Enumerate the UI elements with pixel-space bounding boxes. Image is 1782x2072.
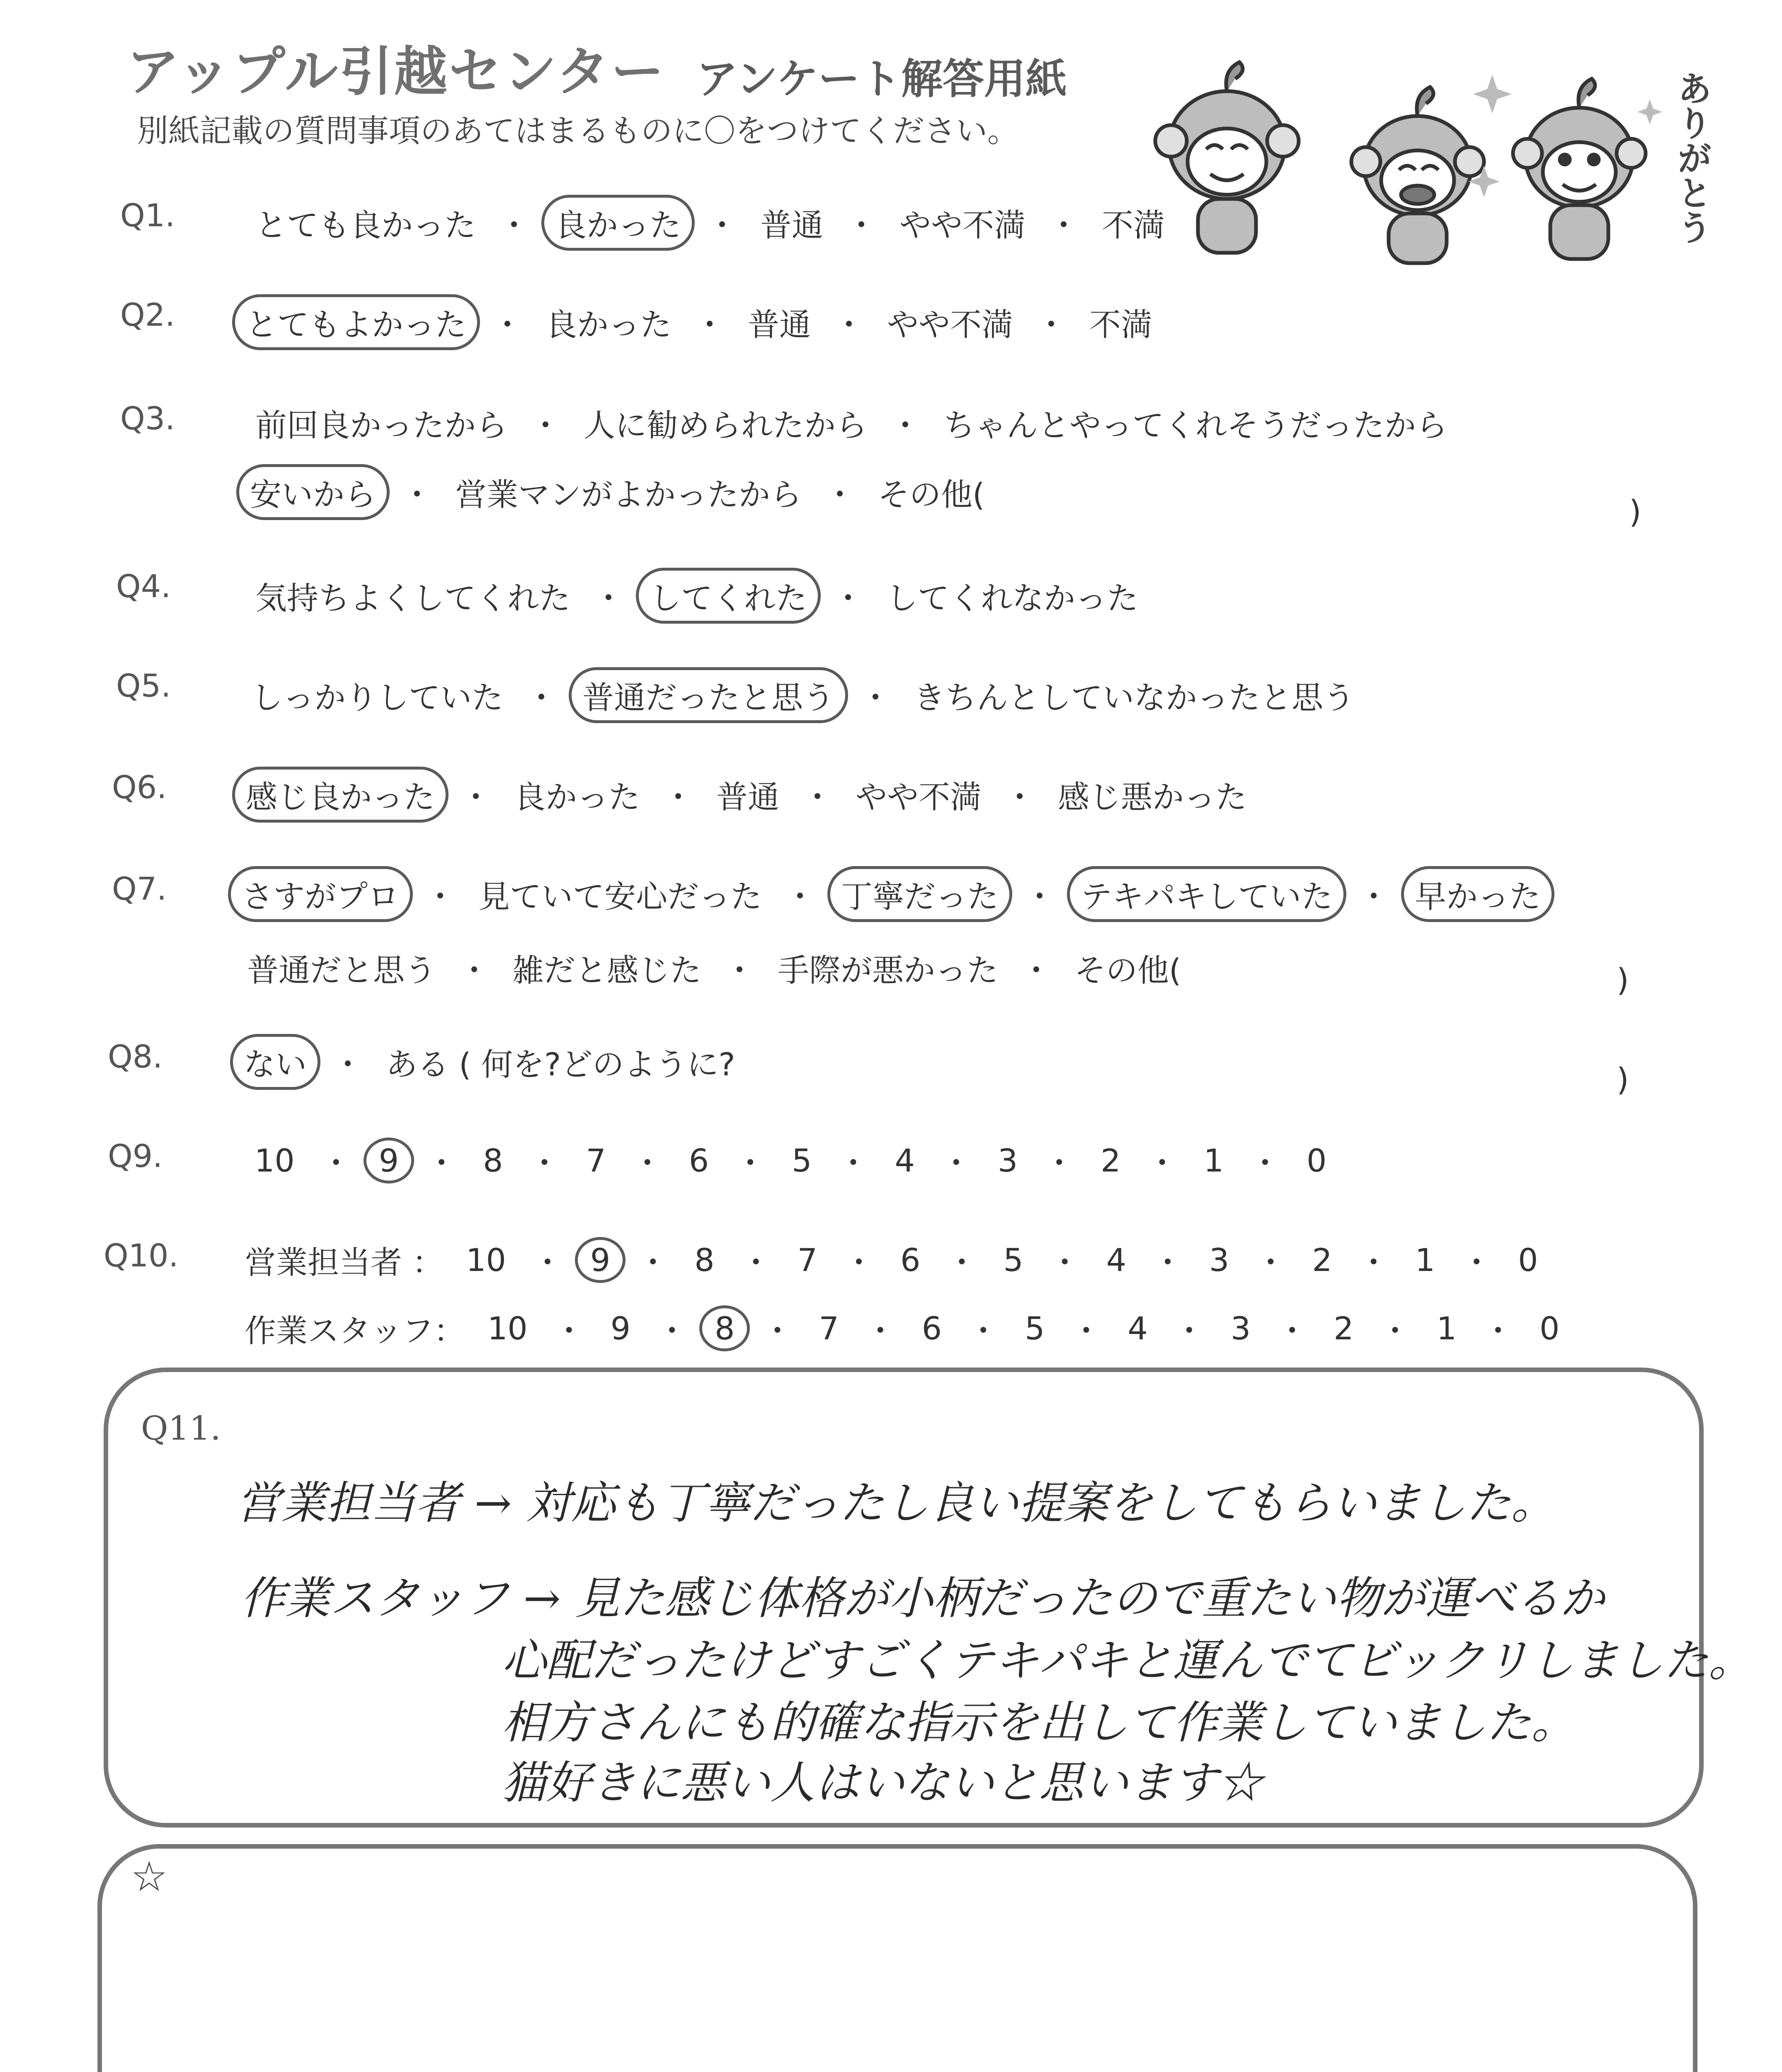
- q7-option[interactable]: 見ていて安心だった: [478, 878, 762, 915]
- form-title: アップル引越センター: [126, 41, 666, 103]
- q6-option[interactable]: やや不満: [856, 779, 982, 816]
- q2-option-selected[interactable]: とてもよかった: [232, 294, 480, 350]
- q4-option-selected[interactable]: してくれた: [636, 568, 821, 624]
- q3-close-paren: ): [1629, 493, 1641, 530]
- q8-close-paren: ): [1617, 1061, 1629, 1098]
- q9-score[interactable]: 6: [689, 1142, 709, 1179]
- q10-staff-score[interactable]: 1: [1436, 1310, 1457, 1347]
- q2-options: とてもよかった ・ 良かった ・ 普通 ・ やや不満 ・ 不満: [232, 294, 1163, 350]
- q3-option-selected[interactable]: 安いから: [236, 464, 390, 520]
- q5-option[interactable]: きちんとしていなかったと思う: [914, 679, 1355, 716]
- q9-score[interactable]: 10: [255, 1142, 295, 1179]
- q9-score[interactable]: 1: [1203, 1142, 1224, 1179]
- q10-staff-score-selected[interactable]: 8: [699, 1305, 750, 1351]
- q4-option[interactable]: してくれなかった: [886, 580, 1138, 617]
- q6-option[interactable]: 感じ悪かった: [1058, 779, 1247, 816]
- q3-label: Q3.: [120, 400, 175, 437]
- q7-option-selected[interactable]: テキパキしていた: [1067, 866, 1346, 922]
- q6-label: Q6.: [112, 769, 167, 806]
- q10-sales-score[interactable]: 5: [1003, 1242, 1023, 1278]
- q8-label: Q8.: [108, 1038, 163, 1075]
- q10-staff-score[interactable]: 10: [487, 1310, 528, 1347]
- form-instruction: 別紙記載の質問事項のあてはまるものに〇をつけてください。: [137, 112, 1019, 149]
- q9-scale: 10 ・ 9 ・ 8 ・ 7 ・ 6 ・ 5 ・ 4 ・ 3 ・ 2 ・ 1 ・ 0: [240, 1138, 1341, 1184]
- q10-staff-score[interactable]: 6: [921, 1310, 942, 1347]
- q9-score[interactable]: 8: [483, 1142, 503, 1179]
- q9-score[interactable]: 4: [895, 1142, 915, 1179]
- q9-score[interactable]: 3: [997, 1142, 1018, 1179]
- q10-sales-score[interactable]: 10: [466, 1242, 506, 1278]
- q10-staff-label: 作業スタッフ：: [245, 1312, 465, 1349]
- q10-label: Q10.: [104, 1237, 179, 1274]
- q3-option-other[interactable]: その他(: [878, 476, 985, 513]
- q10-staff-score[interactable]: 4: [1127, 1310, 1148, 1347]
- q7-option[interactable]: 手際が悪かった: [778, 952, 998, 989]
- q11-line: 心配だったけどすごくテキパキと運んでてビックリしました。: [502, 1635, 1753, 1687]
- q10-sales-score[interactable]: 7: [797, 1242, 817, 1278]
- q10-sales-row: 営業担当者 ： 10 ・ 9 ・ 8 ・ 7 ・ 6 ・ 5 ・ 4 ・ 3 ・ 2 ・ 1 ・ 0: [245, 1237, 1552, 1283]
- q1-options: とても良かった ・ 良かった ・ 普通 ・ やや不満 ・ 不満: [245, 195, 1176, 251]
- q10-sales-score[interactable]: 1: [1415, 1242, 1435, 1278]
- q7-option-selected[interactable]: 丁寧だった: [827, 866, 1012, 922]
- q10-staff-score[interactable]: 7: [819, 1310, 839, 1347]
- q1-option[interactable]: 不満: [1102, 207, 1165, 244]
- q10-sales-label: 営業担当者 ：: [245, 1244, 444, 1281]
- q11-line: 猫好きに悪い人はいないと思います☆: [502, 1757, 1263, 1809]
- mascot-illustration: [1152, 50, 1708, 265]
- q4-option[interactable]: 気持ちよくしてくれた: [255, 580, 570, 617]
- q7-close-paren: ): [1617, 961, 1629, 998]
- q1-option[interactable]: 普通: [760, 207, 823, 244]
- q10-staff-score[interactable]: 5: [1025, 1310, 1045, 1347]
- q7-options-line2: 普通だと思う ・ 雑だと感じた ・ 手際が悪かった ・ その他(: [236, 943, 1192, 993]
- star-icon: ☆: [131, 1852, 168, 1901]
- q7-option-other[interactable]: その他(: [1074, 952, 1181, 989]
- q7-label: Q7.: [112, 870, 167, 907]
- q7-options-line1: さすがプロ ・ 見ていて安心だった ・ 丁寧だった ・ テキパキしていた ・ 早かった: [228, 866, 1554, 922]
- q8-option-selected[interactable]: ない: [230, 1034, 320, 1090]
- q7-option[interactable]: 雑だと感じた: [512, 952, 701, 989]
- q2-option[interactable]: 普通: [748, 306, 811, 343]
- q6-option[interactable]: 普通: [716, 779, 779, 816]
- q10-sales-score[interactable]: 2: [1312, 1242, 1332, 1278]
- q5-options: しっかりしていた ・ 普通だったと思う ・ きちんとしていなかったと思う: [240, 667, 1365, 723]
- q10-sales-score[interactable]: 3: [1209, 1242, 1229, 1278]
- q10-staff-score[interactable]: 3: [1230, 1310, 1251, 1347]
- form-subtitle: アンケート解答用紙: [696, 55, 1067, 103]
- q9-label: Q9.: [108, 1138, 163, 1174]
- q2-label: Q2.: [120, 296, 175, 333]
- q10-staff-row: 作業スタッフ： 10 ・ 9 ・ 8 ・ 7 ・ 6 ・ 5 ・ 4 ・ 3 ・ 2 ・ 1 ・ 0: [245, 1305, 1573, 1351]
- q10-sales-score-selected[interactable]: 9: [575, 1237, 626, 1283]
- q2-option[interactable]: 良かった: [546, 306, 672, 343]
- q1-option-selected[interactable]: 良かった: [541, 195, 695, 251]
- q2-option[interactable]: やや不満: [887, 306, 1013, 343]
- q10-sales-score[interactable]: 6: [900, 1242, 921, 1278]
- q8-options: ない ・ ある ( 何を?どのように?: [230, 1034, 746, 1090]
- q6-option[interactable]: 良かった: [514, 779, 640, 816]
- q5-option[interactable]: しっかりしていた: [251, 679, 503, 716]
- q10-staff-score[interactable]: 9: [610, 1310, 631, 1347]
- q10-sales-score[interactable]: 8: [694, 1242, 715, 1278]
- q5-label: Q5.: [116, 667, 171, 704]
- q2-option[interactable]: 不満: [1089, 306, 1152, 343]
- q3-option[interactable]: 人に勧められたから: [584, 407, 867, 444]
- q7-option-selected[interactable]: 早かった: [1401, 866, 1554, 922]
- q10-sales-score[interactable]: 0: [1518, 1242, 1538, 1278]
- q5-option-selected[interactable]: 普通だったと思う: [569, 667, 848, 723]
- q7-option[interactable]: 普通だと思う: [247, 952, 436, 989]
- q4-label: Q4.: [116, 568, 171, 605]
- q1-option[interactable]: やや不満: [899, 207, 1026, 244]
- q8-option[interactable]: ある ( 何を?どのように?: [386, 1046, 735, 1083]
- q9-score[interactable]: 0: [1306, 1142, 1327, 1179]
- mascot-caption: ありがとう: [1672, 70, 1712, 244]
- q9-score[interactable]: 7: [586, 1142, 606, 1179]
- q3-options-line1: 前回良かったから ・ 人に勧められたから ・ ちゃんとやってくれそうだったから: [245, 398, 1458, 448]
- q3-option[interactable]: ちゃんとやってくれそうだったから: [943, 407, 1447, 444]
- q10-sales-score[interactable]: 4: [1106, 1242, 1127, 1278]
- q10-staff-score[interactable]: 2: [1333, 1310, 1354, 1347]
- q9-score[interactable]: 5: [792, 1142, 812, 1179]
- q4-options: 気持ちよくしてくれた ・ してくれた ・ してくれなかった: [245, 568, 1149, 624]
- q3-option[interactable]: 営業マンがよかったから: [455, 476, 802, 513]
- q11-line: 作業スタッフ → 見た感じ体格が小柄だったので重たい物が運べるか: [240, 1573, 1605, 1624]
- q10-staff-score[interactable]: 0: [1539, 1310, 1560, 1347]
- q1-label: Q1.: [120, 197, 175, 234]
- q3-options-line2: 安いから ・ 営業マンがよかったから ・ その他(: [236, 464, 996, 520]
- q7-option-selected[interactable]: さすがプロ: [228, 866, 413, 922]
- q11-line: 相方さんにも的確な指示を出して作業していました。: [502, 1697, 1576, 1749]
- free-comment-box[interactable]: [97, 1844, 1697, 2072]
- q6-options: 感じ良かった ・ 良かった ・ 普通 ・ やや不満 ・ 感じ悪かった: [232, 767, 1258, 823]
- q3-option[interactable]: 前回良かったから: [255, 407, 507, 444]
- q11-line: 営業担当者 → 対応も丁寧だったし良い提案をしてもらいました。: [236, 1477, 1556, 1529]
- q6-option-selected[interactable]: 感じ良かった: [232, 767, 449, 823]
- q1-option[interactable]: とても良かった: [255, 207, 476, 244]
- q9-score[interactable]: 2: [1101, 1142, 1121, 1179]
- q11-label: Q11.: [141, 1409, 221, 1447]
- q9-score-selected[interactable]: 9: [364, 1138, 414, 1184]
